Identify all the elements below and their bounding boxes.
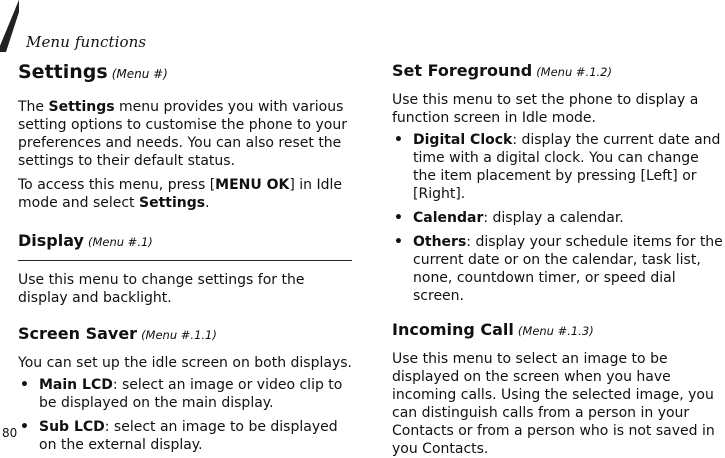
page-number: 80	[2, 426, 18, 440]
bullet-icon: •	[20, 419, 29, 435]
list-item	[392, 233, 725, 305]
item-description: : select an image or video clip to be displayed on the main display.	[39, 377, 343, 411]
bullet-icon: •	[394, 132, 403, 148]
screen-saver-menu-ref: (Menu #.1.1)	[141, 328, 217, 342]
header-decoration	[0, 0, 19, 52]
display-menu-ref: (Menu #.1)	[87, 235, 153, 249]
bullet-icon: •	[394, 210, 403, 226]
item-description: : select an image to be displayed on the external display.	[39, 419, 338, 453]
display-description: Use this menu to change settings for the display and backlight.	[18, 272, 305, 306]
left-column	[18, 60, 354, 454]
set-foreground-heading	[392, 60, 725, 83]
settings-bold-term: Settings	[48, 99, 115, 115]
set-foreground-title: Set Foreground	[392, 61, 533, 80]
screen-saver-description: You can set up the idle screen on both displays.	[18, 355, 352, 371]
bullet-icon: •	[20, 377, 29, 393]
right-column	[392, 60, 725, 458]
settings-paragraph-2	[18, 176, 354, 212]
item-term: Main LCD	[39, 377, 113, 393]
item-description: : display your schedule items for the current date or on the calendar, task list, none, countdown timer, or speed dial screen.	[413, 234, 723, 304]
screen-saver-title: Screen Saver	[18, 324, 138, 343]
display-heading	[18, 230, 354, 253]
bullet-icon: •	[394, 234, 403, 250]
text-run: The	[18, 99, 49, 115]
display-title: Display	[18, 231, 84, 250]
item-description: : display a calendar.	[483, 210, 624, 226]
settings-paragraph-1	[18, 98, 354, 170]
set-foreground-description: Use this menu to set the phone to display a function screen in Idle mode.	[392, 92, 699, 126]
set-foreground-list	[392, 131, 725, 305]
list-item	[18, 418, 354, 454]
settings-menu-ref: (Menu #)	[111, 67, 168, 81]
set-foreground-menu-ref: (Menu #.1.2)	[536, 65, 612, 79]
list-item	[18, 376, 354, 412]
incoming-call-description: Use this menu to select an image to be displayed on the screen when you have incoming calls. Using the selected image, you can distinguish calls from a person in your Contacts or from a person who is not saved in you Contacts.	[392, 351, 715, 457]
text-run: To access this menu, press [	[18, 177, 216, 193]
section-divider	[18, 260, 352, 261]
text-run: .	[205, 195, 210, 211]
menu-ok-key: MENU OK	[215, 177, 290, 193]
item-term: Others	[413, 234, 467, 250]
incoming-call-heading	[392, 319, 725, 342]
settings-title: Settings	[18, 61, 108, 83]
screen-saver-list	[18, 376, 354, 454]
list-item	[392, 131, 725, 203]
list-item	[392, 209, 725, 227]
incoming-call-menu-ref: (Menu #.1.3)	[517, 324, 594, 338]
settings-bold-term: Settings	[139, 195, 206, 211]
item-term: Calendar	[413, 210, 484, 226]
item-term: Sub LCD	[39, 419, 105, 435]
text-run: ] in Idle mode and select	[18, 177, 343, 211]
header-title: Menu functions	[26, 33, 147, 51]
text-run: menu provides you with various setting options to customise the phone to your preferences and needs. You can also reset the settings to their default status.	[18, 99, 347, 169]
item-term: Digital Clock	[413, 132, 513, 148]
screen-saver-heading	[18, 323, 354, 346]
settings-heading	[18, 60, 354, 86]
item-description: : display the current date and time with a digital clock. You can change the item placement by pressing [Left] or [Right].	[413, 132, 721, 202]
incoming-call-title: Incoming Call	[392, 320, 514, 339]
